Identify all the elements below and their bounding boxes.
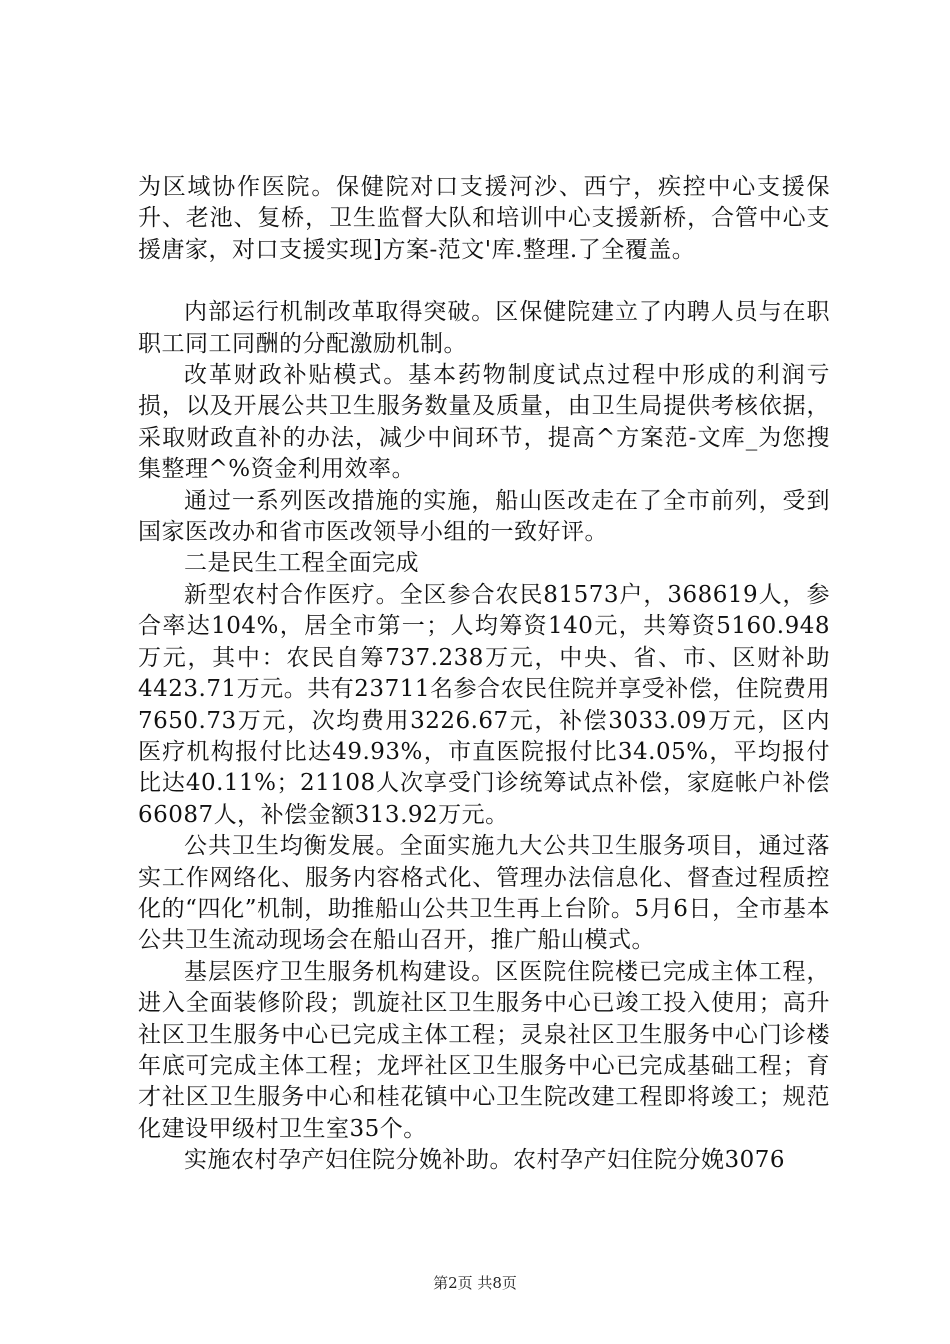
paragraph-6: 新型农村合作医疗。全区参合农民81573户，368619人，参合率达104%，居全市第一；人均筹资140元，共筹资5160.948万元，其中：农民自筹737.238万元，中央、省、市、区财补助4423.71万元。共有23711名参合农民住院并享受补偿，住院费用7650.73万元，次均费用3226.67元，补偿3033.09万元，区内医疗机构报付比达49.93%，市直医院报付比34.05%，平均报付比达40.11%；21108人次享受门诊统筹试点补偿，家庭帐户补偿66087人，补偿金额313.92万元。 [138,581,830,828]
section-heading: 二是民生工程全面完成 [184,550,419,577]
paragraph-7: 公共卫生均衡发展。全面实施九大公共卫生服务项目，通过落实工作网络化、服务内容格式化、管理办法信息化、督查过程质控化的“四化”机制，助推船山公共卫生再上台阶。5月6日，全市基本公共卫生流动现场会在船山召开，推广船山模式。 [138,833,830,954]
paragraph-1: 为区域协作医院。保健院对口支援河沙、西宁，疾控中心支援保升、老池、复桥，卫生监督大队和培训中心支援新桥，合管中心支援唐家，对口支援实现]方案-范文'库.整理.了全覆盖。 [138,174,830,263]
paragraph-8: 基层医疗卫生服务机构建设。区医院住院楼已完成主体工程，进入全面装修阶段；凯旋社区卫生服务中心已竣工投入使用；高升社区卫生服务中心已完成主体工程；灵泉社区卫生服务中心门诊楼年底可完成主体工程；龙坪社区卫生服务中心已完成基础工程；育才社区卫生服务中心和桂花镇中心卫生院改建工程即将竣工；规范化建设甲级村卫生室35个。 [138,958,830,1142]
paragraph-2: 内部运行机制改革取得突破。区保健院建立了内聘人员与在职职工同工同酬的分配激励机制。 [138,299,830,357]
paragraph-9: 实施农村孕产妇住院分娩补助。农村孕产妇住院分娩3076 [184,1147,786,1174]
document-body [138,172,830,1177]
paragraph-4: 通过一系列医改措施的实施，船山医改走在了全市前列，受到国家医改办和省市医改领导小组的一致好评。 [138,487,830,546]
page-footer: 第2页 共8页 [433,1274,517,1292]
paragraph-3: 改革财政补贴模式。基本药物制度试点过程中形成的利润亏损，以及开展公共卫生服务数量及质量，由卫生局提供考核依据，采取财政直补的办法，减少中间环节，提高^方案范-文库_为您搜集整理^%资金利用效率。 [138,362,830,483]
